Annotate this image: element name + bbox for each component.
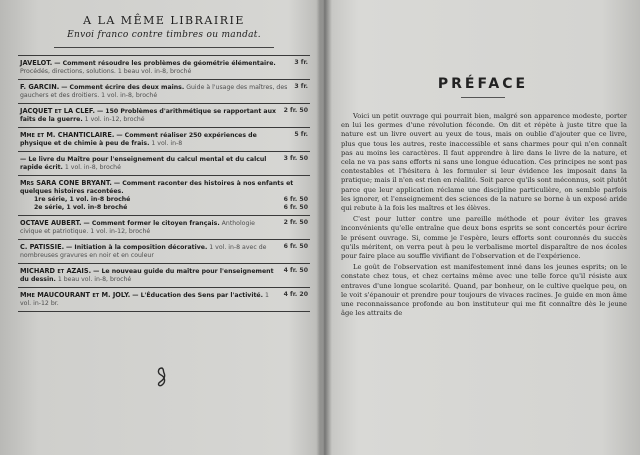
entry-title: — Comment réaliser 250 expériences de physique et de chimie à peu de frais. <box>20 132 257 147</box>
entry-price: 4 fr. 50 <box>283 267 308 274</box>
entry-title: — Le nouveau guide du maître pour l'enseignement du dessin. <box>20 268 274 283</box>
preface-paragraph: Voici un petit ouvrage qui pourrait bien, malgré son apparence modeste, porter en lui les germes d'une révolution féconde. On dit et répète à juste titre que la nature est un livre ouvert au yeux de tous, mais on oublie d'ajouter que ce livre, plus que tous les autres, reste inaccessible et sans charmes pour qui n'en connaît pas au moins les caractères. Il faut apprendre à lire dans le livre de la nature, et cela ne va pas sans efforts ni sans une longue éducation. Ces principes ne sont pas contestables et l'hésitera à les formuler si leur évidence les imposait dans la pratique; mais il n'en est rien en réalité. Soit parce qu'ils sont méconnus, soit plutôt parce que leur application réclame une discipline particulière, on semble parfois les ignorer, et l'enseignement des sciences de la nature se borne à un exposé aride qui rebute à la fois les maîtres et les élèves. <box>341 112 627 213</box>
catalog-header-title: A LA MÊME LIBRAIRIE <box>83 14 245 27</box>
entry-price: 3 fr. 50 <box>283 155 308 162</box>
preface-paragraph: Le goût de l'observation est manifestement inné dans les jeunes esprits; on le constate chez tous, et chez certains même avec une telle force qu'il résiste aux entraves d'une longue scolarité. Quand, par bonheur, on le cultive quelque peu, on le voit s'épanouir et prendre pour toujours de vivaces racines. Je guide en mon âme une reconnaissance profonde au bon instituteur qui me fit connaître dès le jeune âge les attraits de <box>341 263 627 318</box>
catalog-entry <box>18 56 310 80</box>
header-divider <box>54 47 274 48</box>
entry-price: 6 fr. 50 <box>283 243 308 250</box>
entry-price: 2 fr. 50 <box>283 107 308 114</box>
entry-subline <box>20 196 308 204</box>
entry-subline-text: 1re série, 1 vol. in-8 broché <box>34 196 131 203</box>
entry-title: — Le livre du Maître pour l'enseignement du calcul mental et du calcul rapide écrit. <box>20 156 267 171</box>
catalog-entry <box>18 80 310 104</box>
preface-divider <box>461 97 505 98</box>
entry-author: Mme et M. CHANTICLAIRE. <box>20 131 115 139</box>
entry-details: 1 vol. in-8, broché <box>64 164 121 171</box>
entry-author: JAVELOT. <box>20 59 53 67</box>
entry-details: Guide à l'usage des maîtres, des gauchers et des droitiers. 1 vol. in-8, broché <box>20 84 288 99</box>
entry-author: Mme MAUCOURANT et M. JOLY. <box>20 291 131 299</box>
entry-details: 1 vol. in-8 avec de nombreuses gravures en noir et en couleur <box>20 244 267 259</box>
catalog-entry <box>18 216 310 240</box>
catalog-header-subtitle: Envoi franco contre timbres ou mandat. <box>67 30 261 40</box>
entry-price: 3 fr. <box>294 83 308 90</box>
catalog-entry <box>18 264 310 288</box>
entry-author: Mrs SARA CONE BRYANT. <box>20 179 112 187</box>
left-page <box>14 0 314 455</box>
entry-title: — Comment écrire des deux mains. <box>61 84 185 91</box>
catalog-entry <box>18 176 310 216</box>
entry-details: 1 vol. in-12, broché <box>84 116 145 123</box>
right-page <box>333 0 633 455</box>
entry-title: — Comment former le citoyen français. <box>83 220 220 227</box>
ornament-icon <box>150 365 174 389</box>
catalog-entry <box>18 128 310 152</box>
catalog-entry <box>18 288 310 312</box>
book-catalog-list <box>18 55 310 312</box>
entry-price: 4 fr. 20 <box>283 291 308 298</box>
entry-author: MICHARD et AZAIS. <box>20 267 92 275</box>
entry-title: — L'Éducation des Sens par l'activité. <box>132 292 263 299</box>
entry-details: 1 vol. in-12 br. <box>20 292 269 307</box>
entry-title: — Comment résoudre les problèmes de géométrie élémentaire. <box>54 60 276 67</box>
entry-price: 6 fr. 50 <box>283 196 308 203</box>
preface-title: PRÉFACE <box>437 76 529 92</box>
preface-paragraph: C'est pour lutter contre une pareille méthode et pour éviter les graves inconvénients qu'elle entraîne que deux bons esprits se sont concertés pour écrire le présent ouvrage. Si, comme je l'espère, leurs efforts sont couronnés du succès qu'ils méritent, on verra peut à peu le verbalisme mortel disparaître de nos écoles pour faire place au souffle vivifiant de l'observation et de l'expérience. <box>341 215 627 261</box>
entry-price: 6 fr. 50 <box>283 204 308 211</box>
entry-price: 5 fr. <box>294 131 308 138</box>
entry-subline <box>20 204 308 212</box>
entry-title: — Initiation à la composition décorative. <box>66 244 208 251</box>
book-gutter <box>316 0 332 455</box>
entry-title: — 150 Problèmes d'arithmétique se rapportant aux faits de la guerre. <box>20 108 276 123</box>
entry-details: 1 beau vol. in-8, broché <box>57 276 132 283</box>
entry-subline-text: 2e série, 1 vol. in-8 broché <box>34 204 128 211</box>
entry-details: 1 vol. in-8 <box>151 140 183 147</box>
entry-author: OCTAVE AUBERT. <box>20 219 82 227</box>
catalog-entry <box>18 104 310 128</box>
preface-body <box>341 112 627 320</box>
catalog-entry <box>18 240 310 264</box>
entry-author: JACQUET et LA CLEF. <box>20 107 95 115</box>
entry-author: C. PATISSIE. <box>20 243 65 251</box>
entry-details: Anthologie civique et patriotique. 1 vol. in-12, broché <box>20 220 255 235</box>
entry-price: 2 fr. 50 <box>283 219 308 226</box>
entry-title: — Comment raconter des histoires à nos enfants et quelques histoires racontées. <box>20 180 294 195</box>
entry-author: F. GARCIN. <box>20 83 60 91</box>
catalog-entry <box>18 152 310 176</box>
entry-details: Procédés, directions, solutions. 1 beau vol. in-8, broché <box>20 68 192 75</box>
entry-price: 3 fr. <box>294 59 308 66</box>
